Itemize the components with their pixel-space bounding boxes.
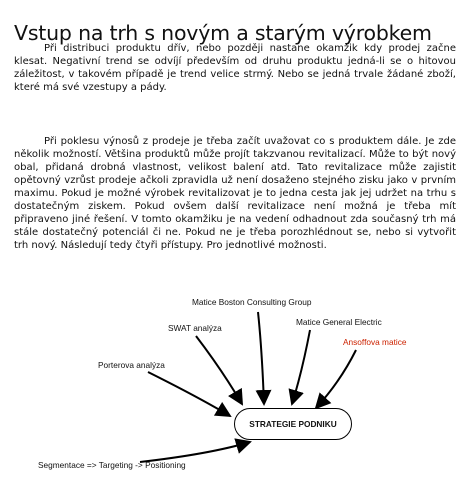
arrow-bcg (258, 312, 264, 404)
page-title: Vstup na trh s novým a starým výrobkem (14, 20, 432, 45)
arrow-swat (196, 336, 242, 404)
arrow-stp (140, 442, 250, 462)
arrow-ansoff (316, 350, 356, 408)
label-ansoff-matrix: Ansoffova matice (343, 337, 407, 347)
label-bcg-matrix: Matice Boston Consulting Group (192, 297, 312, 307)
label-segmentation-targeting-positioning: Segmentace => Targeting -> Positioning (38, 460, 186, 470)
strategy-center-node (234, 408, 352, 440)
arrow-ge (292, 330, 310, 404)
label-ge-matrix: Matice General Electric (296, 317, 382, 327)
paragraph-revitalization: Při poklesu výnosů z prodeje je třeba začít uvažovat co s produktem dále. Je zde několik možností. Většina produktů může projít takzvanou revitalizací. Může to být nový obal, přidaná drobná vlastnost, velikost balení atd. Tato revitalizace může zajistit opětovný vzrůst prodeje ačkoli zpravidla už není dosaženo stejného zisku jako v prvním maximu. Pokud je možné výrobek revitalizovat je to jedna cesta jak jej udržet na trhu s dostatečným ziskem. Pokud ovšem další revitalizace není možná je třeba mít připraveno jiné řešení. V tomto okamžiku je na vedení odhadnout zda současný trh má stále dostatečný potenciál či ne. Pokud ne je třeba porozhlédnout se, nebo si vytvořit trh nový. Následují tedy čtyři přístupy. Pro jednotlivé možnosti. (14, 136, 456, 251)
paragraph-intro: Při distribuci produktu dřív, nebo později nastane okamžik kdy prodej začne klesat. Negativní trend se odvíjí především od druhu produktu jedná-li se o hitovou záležitost, v takovém případě je trend velice strmý. Nebo se jedná trvale žádané zboží, které má své vzestupy a pády. (14, 43, 456, 93)
strategy-center-label: STRATEGIE PODNIKU (249, 419, 337, 429)
label-swat-analysis: SWAT analýza (168, 323, 222, 333)
label-porter-analysis: Porterova analýza (98, 360, 165, 370)
arrow-porter (148, 372, 230, 416)
